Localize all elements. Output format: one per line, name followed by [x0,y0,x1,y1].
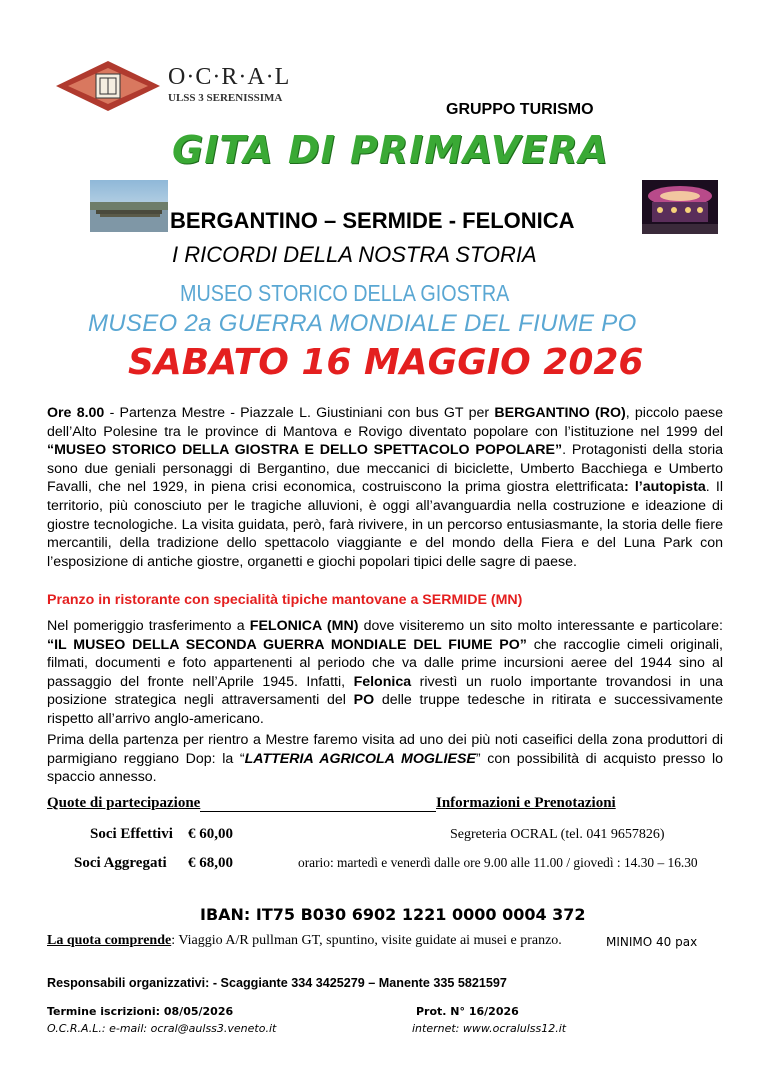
quote-divider [200,811,436,812]
paragraph-afternoon [47,617,723,729]
registration-deadline: Termine iscrizioni: 08/05/2026 [47,1005,234,1018]
website: internet: www.ocralulss12.it [412,1022,567,1035]
event-date: SABATO 16 MAGGIO 2026 [128,342,644,383]
destination-bergantino: BERGANTINO (RO) [494,405,626,421]
text-span: ” con possibilità di acquisto presso lo spaccio annesso. [47,750,723,786]
dairy-name: LATTERIA AGRICOLA MOGLIESE [244,750,476,767]
text-span: - Partenza Mestre - Piazzale L. Giustiniani con bus GT per [104,405,495,421]
quota-label: La quota comprende [47,933,172,948]
subtitle: I RICORDI DELLA NOSTRA STORIA [172,242,537,267]
logo-name: O·C·R·A·L [168,64,291,90]
quota-text: : Viaggio A/R pullman GT, spuntino, visite guidate ai musei e pranzo. [171,933,562,948]
carousel-photo [642,180,718,234]
text-span: dove visiteremo un sito molto interessante e particolare: [358,618,723,634]
felonica-label: Felonica [353,673,412,690]
museum-name-war: “IL MUSEO DELLA SECONDA GUERRA MONDIALE DEL FIUME PO” [47,636,527,653]
text-span: rivestì un ruolo importante trovandosi in una posizione strategica negli attraversamenti del [47,673,723,709]
text-span: che raccoglie cimeli originali, filmati, documenti e foto appartenenti al periodo che va dalle prime incursioni aeree del 1944 sino al passaggio del fronte nell’Aprile 1945. Infatti, [47,636,723,690]
text-span: . Il territorio, più conosciuto per le tragiche alluvioni, è oggi all’avanguardia nella costruzione e ideazione di giostre tecnologiche. La visita guidata, però, farà rivivere, in un percorso entusiasmante, la storia delle fiere mercantili, della tradizione dello spettacolo viaggiante e del mondo della Fiera e del Luna Park con l’esposizione di antiche giostre, organetti e giochi popolari tipici delle sagre di paese. [47,479,723,570]
places-heading: BERGANTINO – SERMIDE - FELONICA [170,208,575,233]
ocral-emblem-icon [54,60,162,112]
text-span: . Protagonisti della storia sono due geniali personaggi di Bergantino, due meccanici di biciclette, Umberto Bacchiega e Umberto Favalli, che nel 1929, in piena crisi economica, costruiscono la prima giostra elettrificata [47,442,723,496]
departure-time: Ore 8.00 [47,405,105,421]
soci-effettivi-price: € 60,00 [188,826,233,842]
minimum-pax: MINIMO 40 pax [606,935,698,949]
ocral-logo [48,58,291,114]
text-span: Prima della partenza per rientro a Mestre faremo visita ad uno dei più noti caseifici della zona produttori di parmigiano reggiano Dop: la “ [47,732,723,767]
page-title: GITA DI PRIMAVERA [172,128,609,172]
soci-aggregati-price: € 68,00 [188,855,233,871]
river-photo [90,180,168,232]
museum-1-title: MUSEO STORICO DELLA GIOSTRA [180,280,510,306]
paragraph-dairy [47,731,723,787]
text-span: , piccolo paese dell’Alto Polesine tra le province di Mantova e Rovigo diventato popolare con l’istituzione nel 1999 del [47,405,723,440]
protocol-number: Prot. N° 16/2026 [416,1005,519,1018]
info-heading: Informazioni e Prenotazioni [436,795,616,811]
museum-name-giostra: “MUSEO STORICO DELLA GIOSTRA E DELLO SPETTACOLO POPOLARE” [47,442,563,459]
autopista-label: : l’autopista [623,479,706,496]
office-hours: orario: martedì e venerdì dalle ore 9.00 alle 11.00 / giovedì : 14.30 – 16.30 [298,855,698,870]
destination-felonica: FELONICA (MN) [249,618,359,634]
group-label: GRUPPO TURISMO [446,101,594,118]
lunch-note: Pranzo in ristorante con specialità tipiche mantovane a SERMIDE (MN) [47,592,523,608]
soci-aggregati-label: Soci Aggregati [74,855,167,871]
organizers: Responsabili organizzativi: - Scaggiante 334 3425279 – Manente 335 5821597 [47,976,507,990]
museum-2-title: MUSEO 2a GUERRA MONDIALE DEL FIUME PO [88,310,637,337]
paragraph-itinerary [47,404,723,571]
iban: IBAN: IT75 B030 6902 1221 0000 0004 372 [200,905,586,924]
po-label: PO [353,692,375,709]
contact-email: O.C.R.A.L.: e-mail: ocral@aulss3.veneto.it [47,1022,277,1035]
soci-effettivi-label: Soci Effettivi [90,826,173,842]
segreteria-contact: Segreteria OCRAL (tel. 041 9657826) [450,827,665,842]
quota-includes [47,933,562,949]
text-span: delle truppe tedesche in ritirata e successivamente rispetto all’arrivo anglo-americano. [47,692,723,727]
logo-subtitle: ULSS 3 SERENISSIMA [168,92,283,104]
quote-heading: Quote di partecipazione [47,795,201,811]
text-span: Nel pomeriggio trasferimento a [47,618,250,634]
